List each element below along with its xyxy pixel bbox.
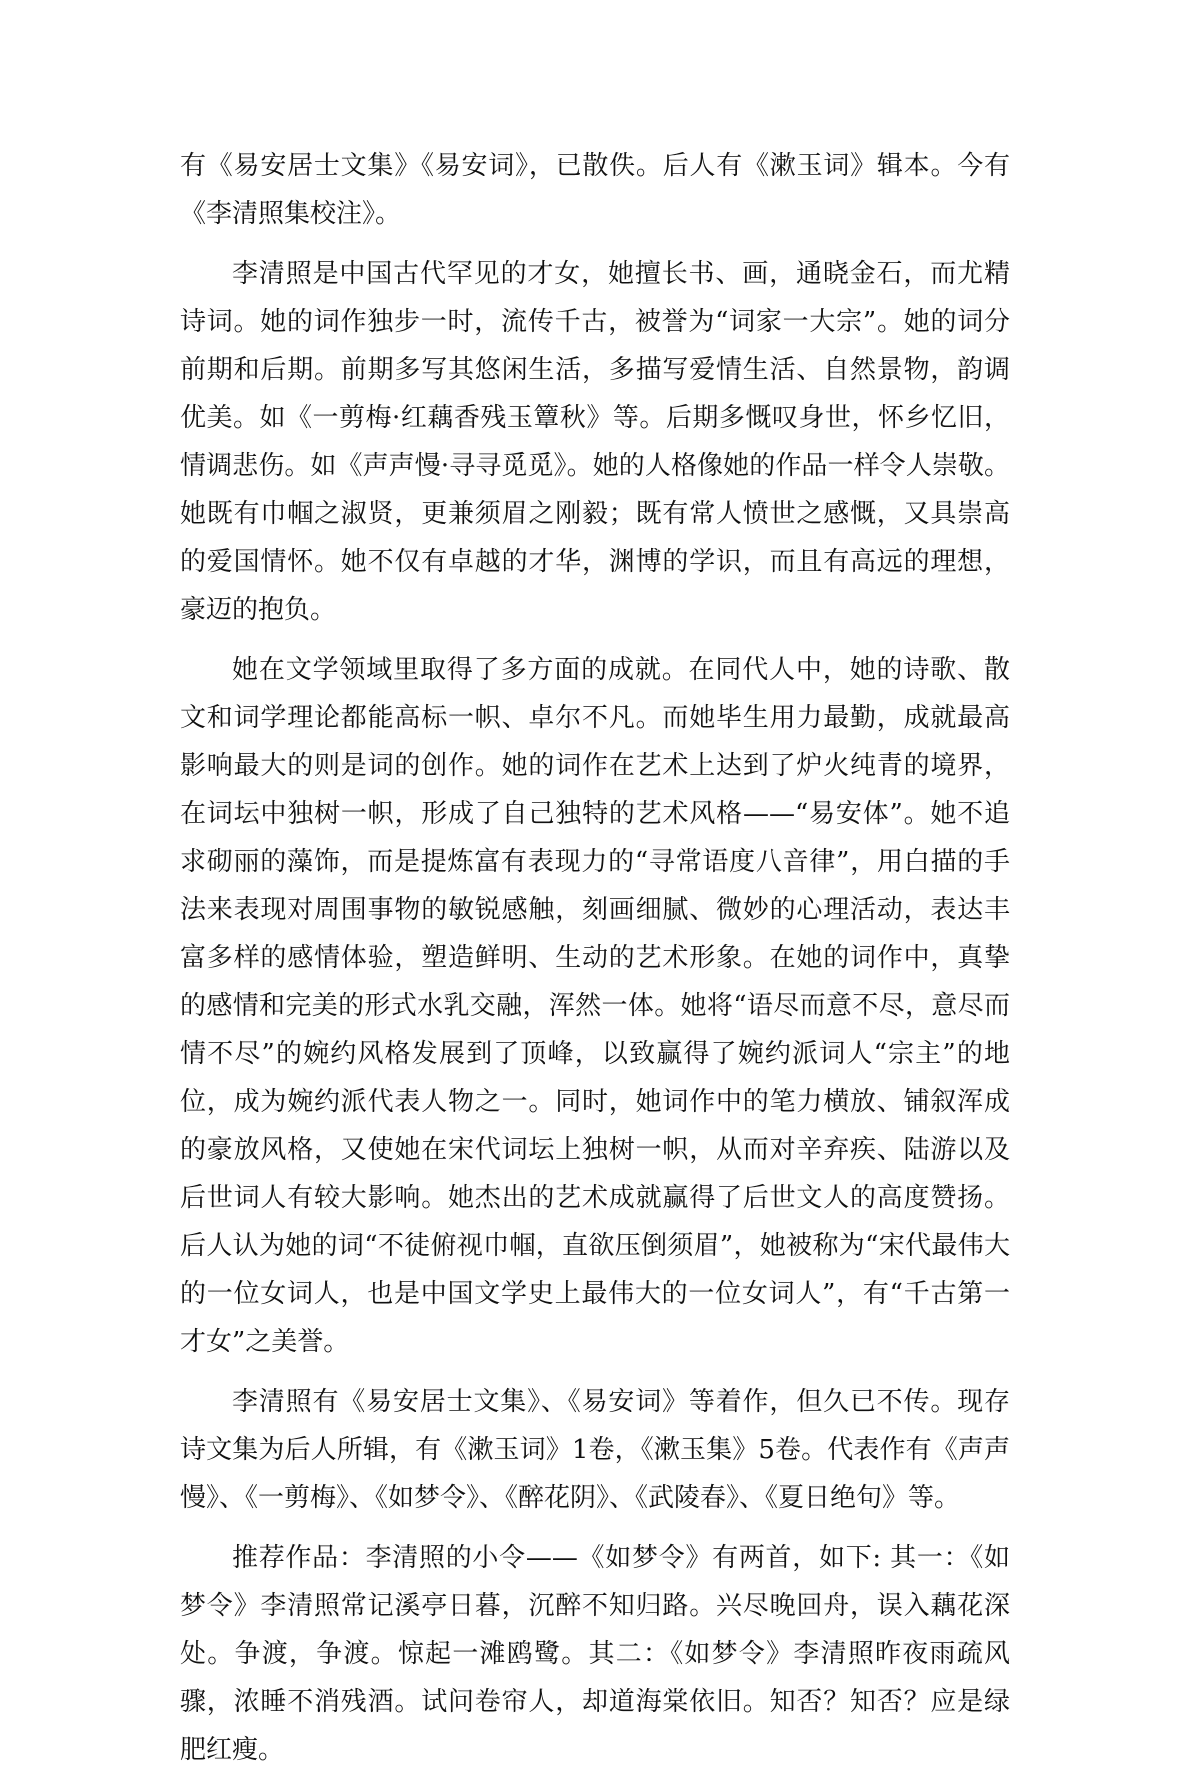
paragraph-recommended-works: 推荐作品：李清照的小令——《如梦令》有两首，如下: 其一：《如梦令》李清照常记溪亭日暮，沉醉不知归路。兴尽晚回舟，误入藕花深处。争渡，争渡。惊起一滩鸥鹭。其二：《如梦令》李清照昨夜雨疏风骤，浓睡不消残酒。试问卷帘人，却道海棠依旧。知否？知否？应是绿肥红瘦。	[180, 1543, 1010, 1765]
paragraph-literary-achievements: 她在文学领域里取得了多方面的成就。在同代人中，她的诗歌、散文和词学理论都能高标一帜、卓尔不凡。而她毕生用力最勤，成就最高影响最大的则是词的创作。她的词作在艺术上达到了炉火纯青的境界，在词坛中独树一帜，形成了自己独特的艺术风格——“易安体”。她不追求砌丽的藻饰，而是提炼富有表现力的“寻常语度八音律”，用白描的手法来表现对周围事物的敏锐感触，刻画细腻、微妙的心理活动，表达丰富多样的感情体验，塑造鲜明、生动的艺术形象。在她的词作中，真挚的感情和完美的形式水乳交融，浑然一体。她将“语尽而意不尽，意尽而情不尽”的婉约风格发展到了顶峰，以致赢得了婉约派词人“宗主”的地位，成为婉约派代表人物之一。同时，她词作中的笔力横放、铺叙浑成的豪放风格，又使她在宋代词坛上独树一帜，从而对辛弃疾、陆游以及后世词人有较大影响。她杰出的艺术成就赢得了后世文人的高度赞扬。后人认为她的词“不徒俯视巾帼，直欲压倒须眉”，她被称为“宋代最伟大的一位女词人，也是中国文学史上最伟大的一位女词人”，有“千古第一才女”之美誉。	[180, 655, 1010, 1357]
paragraph-continuation: 有《易安居士文集》《易安词》，已散佚。后人有《漱玉词》辑本。今有《李清照集校注》。	[180, 151, 1010, 229]
document-body	[180, 142, 1010, 1786]
paragraph-li-qingzhao-intro: 李清照是中国古代罕见的才女，她擅长书、画，通晓金石，而尤精诗词。她的词作独步一时，流传千古，被誉为“词家一大宗”。她的词分前期和后期。前期多写其悠闲生活，多描写爱情生活、自然景物，韵调优美。如《一剪梅·红藕香残玉簟秋》等。后期多慨叹身世，怀乡忆旧，情调悲伤。如《声声慢·寻寻觅觅》。她的人格像她的作品一样令人崇敬。她既有巾帼之淑贤，更兼须眉之刚毅；既有常人愤世之感慨，又具崇高的爱国情怀。她不仅有卓越的才华，渊博的学识，而且有高远的理想，豪迈的抱负。	[180, 259, 1010, 625]
paragraph-works: 李清照有《易安居士文集》、《易安词》等着作，但久已不传。现存诗文集为后人所辑，有《漱玉词》1卷，《漱玉集》5卷。代表作有《声声慢》、《一剪梅》、《如梦令》、《醉花阴》、《武陵春》、《夏日绝句》等。	[180, 1387, 1010, 1513]
